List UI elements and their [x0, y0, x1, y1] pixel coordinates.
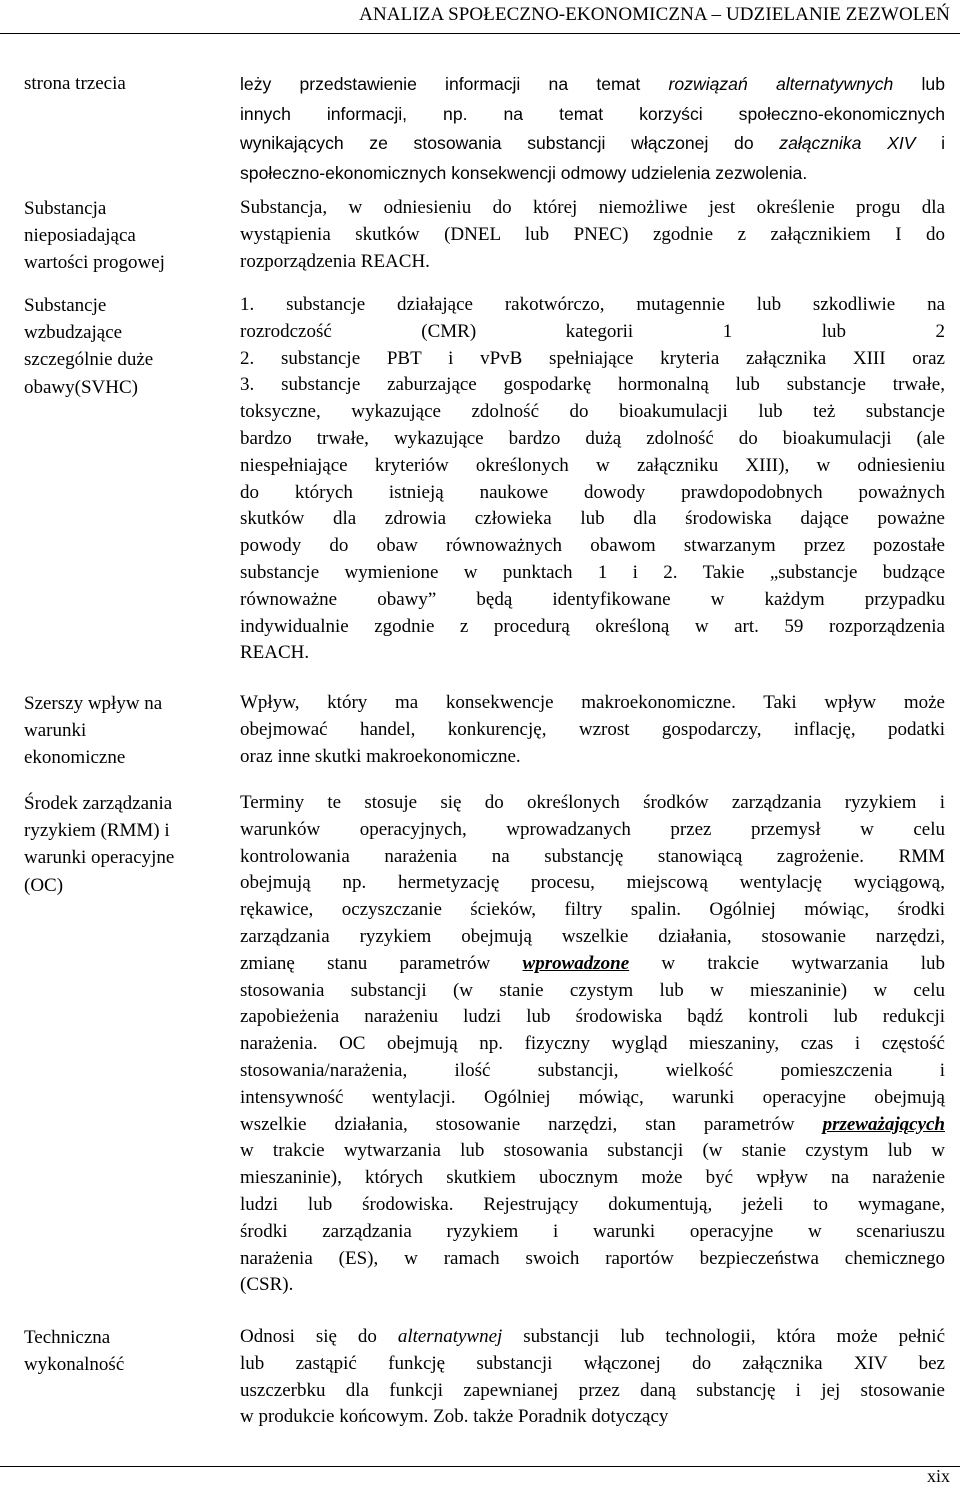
- definition-line: [240, 924, 945, 951]
- text-run: rozporządzenia REACH.: [240, 250, 430, 272]
- definition-line: [240, 1004, 945, 1031]
- text-run: równoważne obawy” będą identyfikowane w każdym przypadku: [240, 588, 945, 610]
- text-run: ludzi lub środowiska. Rejestrujący dokumentują, jeżeli to wymagane,: [240, 1193, 945, 1215]
- definition-line: [240, 717, 945, 744]
- text-run: Odnosi się do: [240, 1326, 398, 1347]
- glossary-definition: [240, 1324, 945, 1431]
- glossary-definition: [240, 690, 945, 770]
- text-run: leży przedstawienie informacji na temat: [240, 74, 669, 94]
- text-run: 3. substancje zaburzające gospodarkę hormonalną lub substancje trwałe,: [240, 374, 945, 396]
- definition-line: [240, 506, 945, 533]
- definition-line: [240, 560, 945, 587]
- page-header: [0, 0, 960, 34]
- definition-line: [240, 1351, 945, 1378]
- text-run: środki zarządzania ryzykiem i warunki operacyjne w scenariuszu: [240, 1220, 945, 1242]
- text-run: intensywność wentylacji. Ogólniej mówiąc, warunki operacyjne obejmują: [240, 1086, 945, 1108]
- definition-line: [240, 1404, 945, 1431]
- text-run: powody do obaw równoważnych obawom stwarzanym przez pozostałe: [240, 535, 945, 557]
- text-run: wystąpienia skutków (DNEL lub PNEC) zgodnie z załącznikiem I do: [240, 223, 945, 245]
- text-run: innych informacji, np. na temat korzyści społeczno-ekonomicznych: [240, 103, 945, 124]
- page-number: xix: [926, 1466, 950, 1486]
- definition-line: [240, 1138, 945, 1165]
- definition-line: [240, 690, 945, 717]
- text-run: w trakcie wytwarzania lub stosowania substancji (w stanie czystym lub w: [240, 1140, 945, 1162]
- definition-line: [240, 1246, 945, 1273]
- definition-line: [240, 978, 945, 1005]
- definition-line: [240, 844, 945, 871]
- definition-line: [240, 453, 945, 480]
- definition-line: [240, 640, 945, 667]
- glossary-term: strona trzecia: [24, 73, 126, 94]
- text-run: obejmować handel, konkurencję, wzrost gospodarczy, inflację, podatki: [240, 718, 945, 740]
- definition-line: [240, 870, 945, 897]
- definition-line: [240, 480, 945, 507]
- emphasized-term: wprowadzone: [522, 952, 630, 974]
- definition-line: [240, 1165, 945, 1192]
- definition-line: [240, 533, 945, 560]
- definition-line: [240, 897, 945, 924]
- text-run: toksyczne, wykazujące zdolność do bioakumulacji lub też substancje: [240, 401, 945, 423]
- text-run: wszelkie działania, stosowanie narzędzi, stan parametrów: [240, 1113, 823, 1135]
- definition-line: [240, 372, 945, 399]
- definition-line: [240, 426, 945, 453]
- text-run: bardzo trwałe, wykazujące bardzo dużą zdolność do bioakumulacji (ale: [240, 427, 945, 449]
- text-run: wynikających ze stosowania substancji włączonej do: [240, 133, 780, 153]
- text-run: (CSR).: [240, 1274, 294, 1296]
- text-run: substancje wymienione w punktach 1 i 2. Takie „substancje budzące: [240, 561, 945, 583]
- text-run: narażenia. OC obejmują np. fizyczny wygląd mieszaniny, czas i częstość: [240, 1033, 945, 1055]
- text-run: kontrolowania narażenia na substancję stanowiącą zagrożenie. RMM: [240, 845, 945, 867]
- text-run: stosowania substancji (w stanie czystym lub w mieszaninie) w celu: [240, 979, 945, 1001]
- definition-line: [240, 159, 945, 189]
- definition-line: [240, 587, 945, 614]
- definition-line: [240, 346, 945, 373]
- glossary-term: Techniczna wykonalność: [24, 1327, 125, 1376]
- text-run: społeczno-ekonomicznych konsekwencji odmowy udzielenia zezwolenia.: [240, 162, 808, 183]
- definition-line: [240, 1112, 945, 1139]
- text-run: uszczerbku dla funkcji zapewnianej przez daną substancję i jej stosowanie: [240, 1379, 945, 1401]
- glossary-definition: [240, 195, 945, 275]
- text-run: do których istnieją naukowe dowody prawdopodobnych poważnych: [240, 481, 945, 503]
- text-run: w trakcie wytwarzania lub: [629, 952, 945, 974]
- italic-term: alternatywnej: [397, 1326, 503, 1347]
- definition-line: [240, 399, 945, 426]
- definition-line: [240, 249, 945, 276]
- glossary-definition: [240, 292, 945, 667]
- text-run: zmianę stanu parametrów: [240, 952, 523, 974]
- definition-line: [240, 614, 945, 641]
- glossary-term: Środek zarządzania ryzykiem (RMM) i warunki operacyjne (OC): [24, 793, 175, 896]
- text-run: rękawice, oczyszczanie ścieków, filtry spalin. Ogólniej mówiąc, środki: [240, 899, 945, 921]
- definition-line: [240, 1058, 945, 1085]
- definition-line: [240, 744, 945, 771]
- definition-line: [240, 1378, 945, 1405]
- italic-term: załącznika XIV: [779, 133, 916, 153]
- text-run: zapobieżenia narażeniu ludzi lub środowiska bądź kontroli lub redukcji: [240, 1006, 945, 1028]
- glossary-term: Substancja nieposiadająca wartości progowej: [24, 198, 165, 274]
- text-run: substancji lub technologii, która może pełnić: [502, 1326, 946, 1347]
- glossary-definition: [240, 790, 945, 1299]
- text-run: narażenia (ES), w ramach swoich raportów bezpieczeństwa chemicznego: [240, 1247, 945, 1269]
- document-title: ANALIZA SPOŁECZNO-EKONOMICZNA – UDZIELANIE ZEZWOLEŃ: [359, 4, 950, 25]
- text-run: skutków dla zdrowia człowieka lub dla środowiska dające poważne: [240, 508, 945, 530]
- text-run: Wpływ, który ma konsekwencje makroekonomiczne. Taki wpływ może: [240, 692, 945, 713]
- definition-line: [240, 951, 945, 978]
- definition-line: [240, 1085, 945, 1112]
- text-run: niespełniające kryteriów określonych w załączniku XIII), w odniesieniu: [240, 454, 945, 476]
- definition-line: [240, 1219, 945, 1246]
- text-run: mieszaninie), których skutkiem ubocznym może być wpływ na narażenie: [240, 1167, 945, 1189]
- text-run: Substancja, w odniesieniu do której niemożliwe jest określenie progu dla: [240, 197, 945, 218]
- definition-line: [240, 1031, 945, 1058]
- emphasized-term: przeważających: [822, 1113, 945, 1135]
- text-run: warunków operacyjnych, wprowadzanych przez przemysł w celu: [240, 818, 945, 840]
- definition-line: [240, 319, 945, 346]
- definition-line: [240, 817, 945, 844]
- text-run: w produkcie końcowym. Zob. także Poradnik dotyczący: [240, 1406, 669, 1428]
- text-run: 1. substancje działające rakotwórczo, mutagennie lub szkodliwie na: [240, 294, 945, 315]
- glossary-term: Substancje wzbudzające szczególnie duże obawy(SVHC): [24, 295, 154, 398]
- text-run: lub zastąpić funkcję substancji włączonej do załącznika XIV bez: [240, 1352, 945, 1374]
- definition-line: [240, 790, 945, 817]
- definition-line: [240, 292, 945, 319]
- text-run: zarządzania ryzykiem obejmują wszelkie działania, stosowanie narzędzi,: [240, 925, 945, 947]
- text-run: lub: [893, 74, 945, 94]
- definition-line: [240, 195, 945, 222]
- text-run: 2. substancje PBT i vPvB spełniające kryteria załącznika XIII oraz: [240, 347, 945, 369]
- text-run: Terminy te stosuje się do określonych środków zarządzania ryzykiem i: [240, 792, 945, 813]
- definition-line: [240, 129, 945, 159]
- definition-line: [240, 100, 945, 130]
- text-run: REACH.: [240, 642, 310, 664]
- definition-line: [240, 1272, 945, 1299]
- footer-rule: [0, 1466, 960, 1467]
- definition-line: [240, 70, 945, 100]
- definition-line: [240, 222, 945, 249]
- text-run: rozrodczość (CMR) kategorii 1 lub 2: [240, 320, 945, 342]
- text-run: stosowania/narażenia, ilość substancji, wielkość pomieszczenia i: [240, 1059, 945, 1081]
- glossary-term: Szerszy wpływ na warunki ekonomiczne: [24, 693, 163, 769]
- text-run: i: [915, 133, 946, 153]
- text-run: oraz inne skutki makroekonomiczne.: [240, 745, 521, 767]
- definition-line: [240, 1324, 945, 1351]
- text-run: indywidualnie zgodnie z procedurą określoną w art. 59 rozporządzenia: [240, 615, 945, 637]
- definition-line: [240, 1192, 945, 1219]
- italic-term: rozwiązań alternatywnych: [668, 74, 894, 94]
- text-run: obejmują np. hermetyzację procesu, miejscową wentylację wyciągową,: [240, 872, 945, 894]
- glossary-definition: [240, 70, 945, 188]
